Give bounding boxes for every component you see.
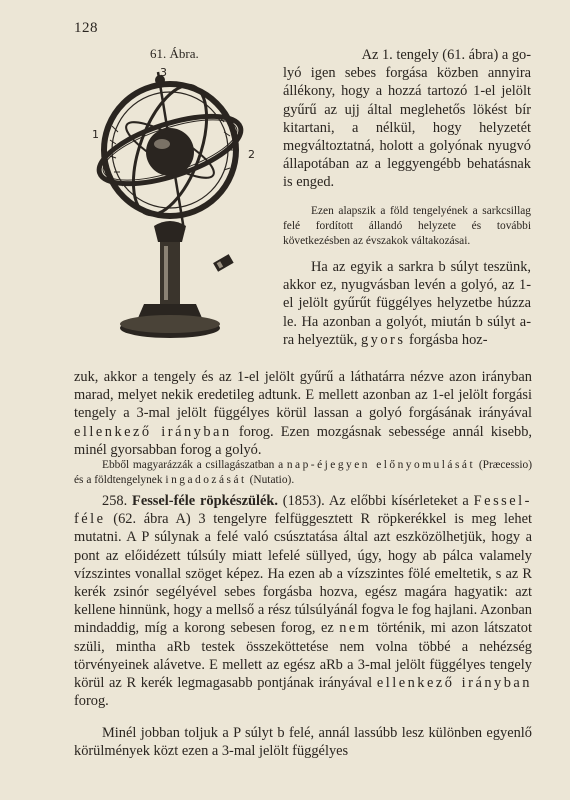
figure-caption: 61. Ábra. xyxy=(150,46,199,61)
section-emphasis-fessel: Fessel-féle xyxy=(74,493,532,528)
figure-label-1: 1 xyxy=(92,128,99,141)
section-text-4: forog. xyxy=(74,693,109,710)
note-2-text-b: (Præcessio) és a földtengelynek xyxy=(74,459,532,486)
paragraph-2-text-b: forgásba hoz- xyxy=(409,331,488,348)
paragraph-2-emphasis-gyors: gyors xyxy=(360,331,406,348)
section-text-2: (62. ábra A) 3 tengelyre felfüggesztett R röpkerékkel is meg lehet mutatni. A P súlynak a felé való csúsztatása által azt eszközölhetjük, hogy a pont az előidézett túlsúly miatt lefelé süllyed, úgy, hogy ab pálca valamely vízszintes vonallal szöget képez. Ha ezen ab a vízszintes fölé emeltetik, s az R kerék zsinór segélyével sebes forgásba hozva, egész magára hagyatik: azt kellene hinnünk, hogy a mellső a rész túlsúlyánál fogva le fog hajlani. Azonban mindaddig, míg a korong sebesen forog, ez xyxy=(74,511,532,637)
note-1 xyxy=(283,204,531,249)
paragraph-2-text-c: zuk, akkor a tengely és az 1-el jelölt gyűrű a láthatárra nézve azon irányban marad, melyet nekik eredetileg adtunk. E mellett azonban az 1-el jelölt forgási tengely a 3-mal jelölt függélyes körül lassan a golyó forgásának irányával xyxy=(74,369,532,422)
paragraph-1-first-line: Az 1. tengely (61. ábra) a go- xyxy=(361,47,531,63)
page-number: 128 xyxy=(74,20,98,36)
section-year: (1853). xyxy=(282,493,325,509)
section-text-3: történik, mi azon látszatot szüli, mintha aRb testek összeköttetése nem volna többé a nehézség törvényeinek alávetve. E mellett az egész aRb a 3-mal jelölt függélyes tengely körül az R kerék legmagasabb pontjának irányával xyxy=(74,620,532,692)
section-258 xyxy=(74,492,532,710)
paragraph-last-text: Minél jobban toljuk a P súlyt b felé, annál lassúbb lesz különben egyenlő körülmények közt ezen a 3-mal jelölt függélyes xyxy=(74,725,532,760)
note-2-emphasis-a: nap-éjegyen előnyomulását xyxy=(286,459,476,471)
paragraph-1-body: lyó igen sebes forgása közben annyira állékony, hogy a hozzá tartozó 1-el jelölt gyűrű az ujj által meglehetős lökést bír kitartani, a nélkül, hogy helyzetét megváltoztatná, holott a golyónak nyugvó állapotában az a leggyengébb behatásnak is enged. xyxy=(283,65,531,191)
note-2 xyxy=(74,458,532,488)
gyroscope-illustration xyxy=(88,66,258,352)
section-number: 258. xyxy=(102,493,128,509)
gyroscope-drawing xyxy=(88,66,258,352)
paragraph-last xyxy=(74,724,532,760)
paragraph-2-emphasis-ellenkezo: ellenkező irányban xyxy=(74,423,232,440)
note-2-text-a: Ebből magyarázzák a csillagászatban a xyxy=(102,459,284,471)
note-2-emphasis-b: ingadozását xyxy=(165,474,247,486)
paragraph-2-wrapped xyxy=(283,258,531,349)
section-emphasis-nem: nem xyxy=(339,620,372,637)
section-emphasis-ellenkezo: ellenkező irányban xyxy=(376,675,532,692)
paragraph-2-text-a: Ha az egyik a sarkra b súlyt teszünk, akkor ez, nyugvásban levén a golyó, az 1-el jelölt gyűrűt függélyes helyzetbe húzza le. Ha azonban a golyót, miután b súlyt a-ra helyeztük, xyxy=(283,259,531,348)
figure-label-3: 3 xyxy=(160,66,167,79)
note-2-text-c: (Nutatio). xyxy=(249,474,295,486)
note-1-text: Ezen alapszik a föld tengelyének a sarkcsillag felé fordított állandó helyzete és további következésben az évszakok váltakozásai. xyxy=(283,205,531,247)
section-text-1: Az előbbi kísérleteket a xyxy=(328,493,469,509)
section-heading: Fessel-féle röpkészülék. xyxy=(132,493,278,509)
paragraph-1 xyxy=(283,46,531,192)
paragraph-2-full xyxy=(74,368,532,459)
paragraph-2-text-d: forog. Ezen mozgásnak sebessége annál kisebb, minél gyorsabban forog a golyó. xyxy=(74,423,533,458)
figure-label-2: 2 xyxy=(248,148,255,161)
